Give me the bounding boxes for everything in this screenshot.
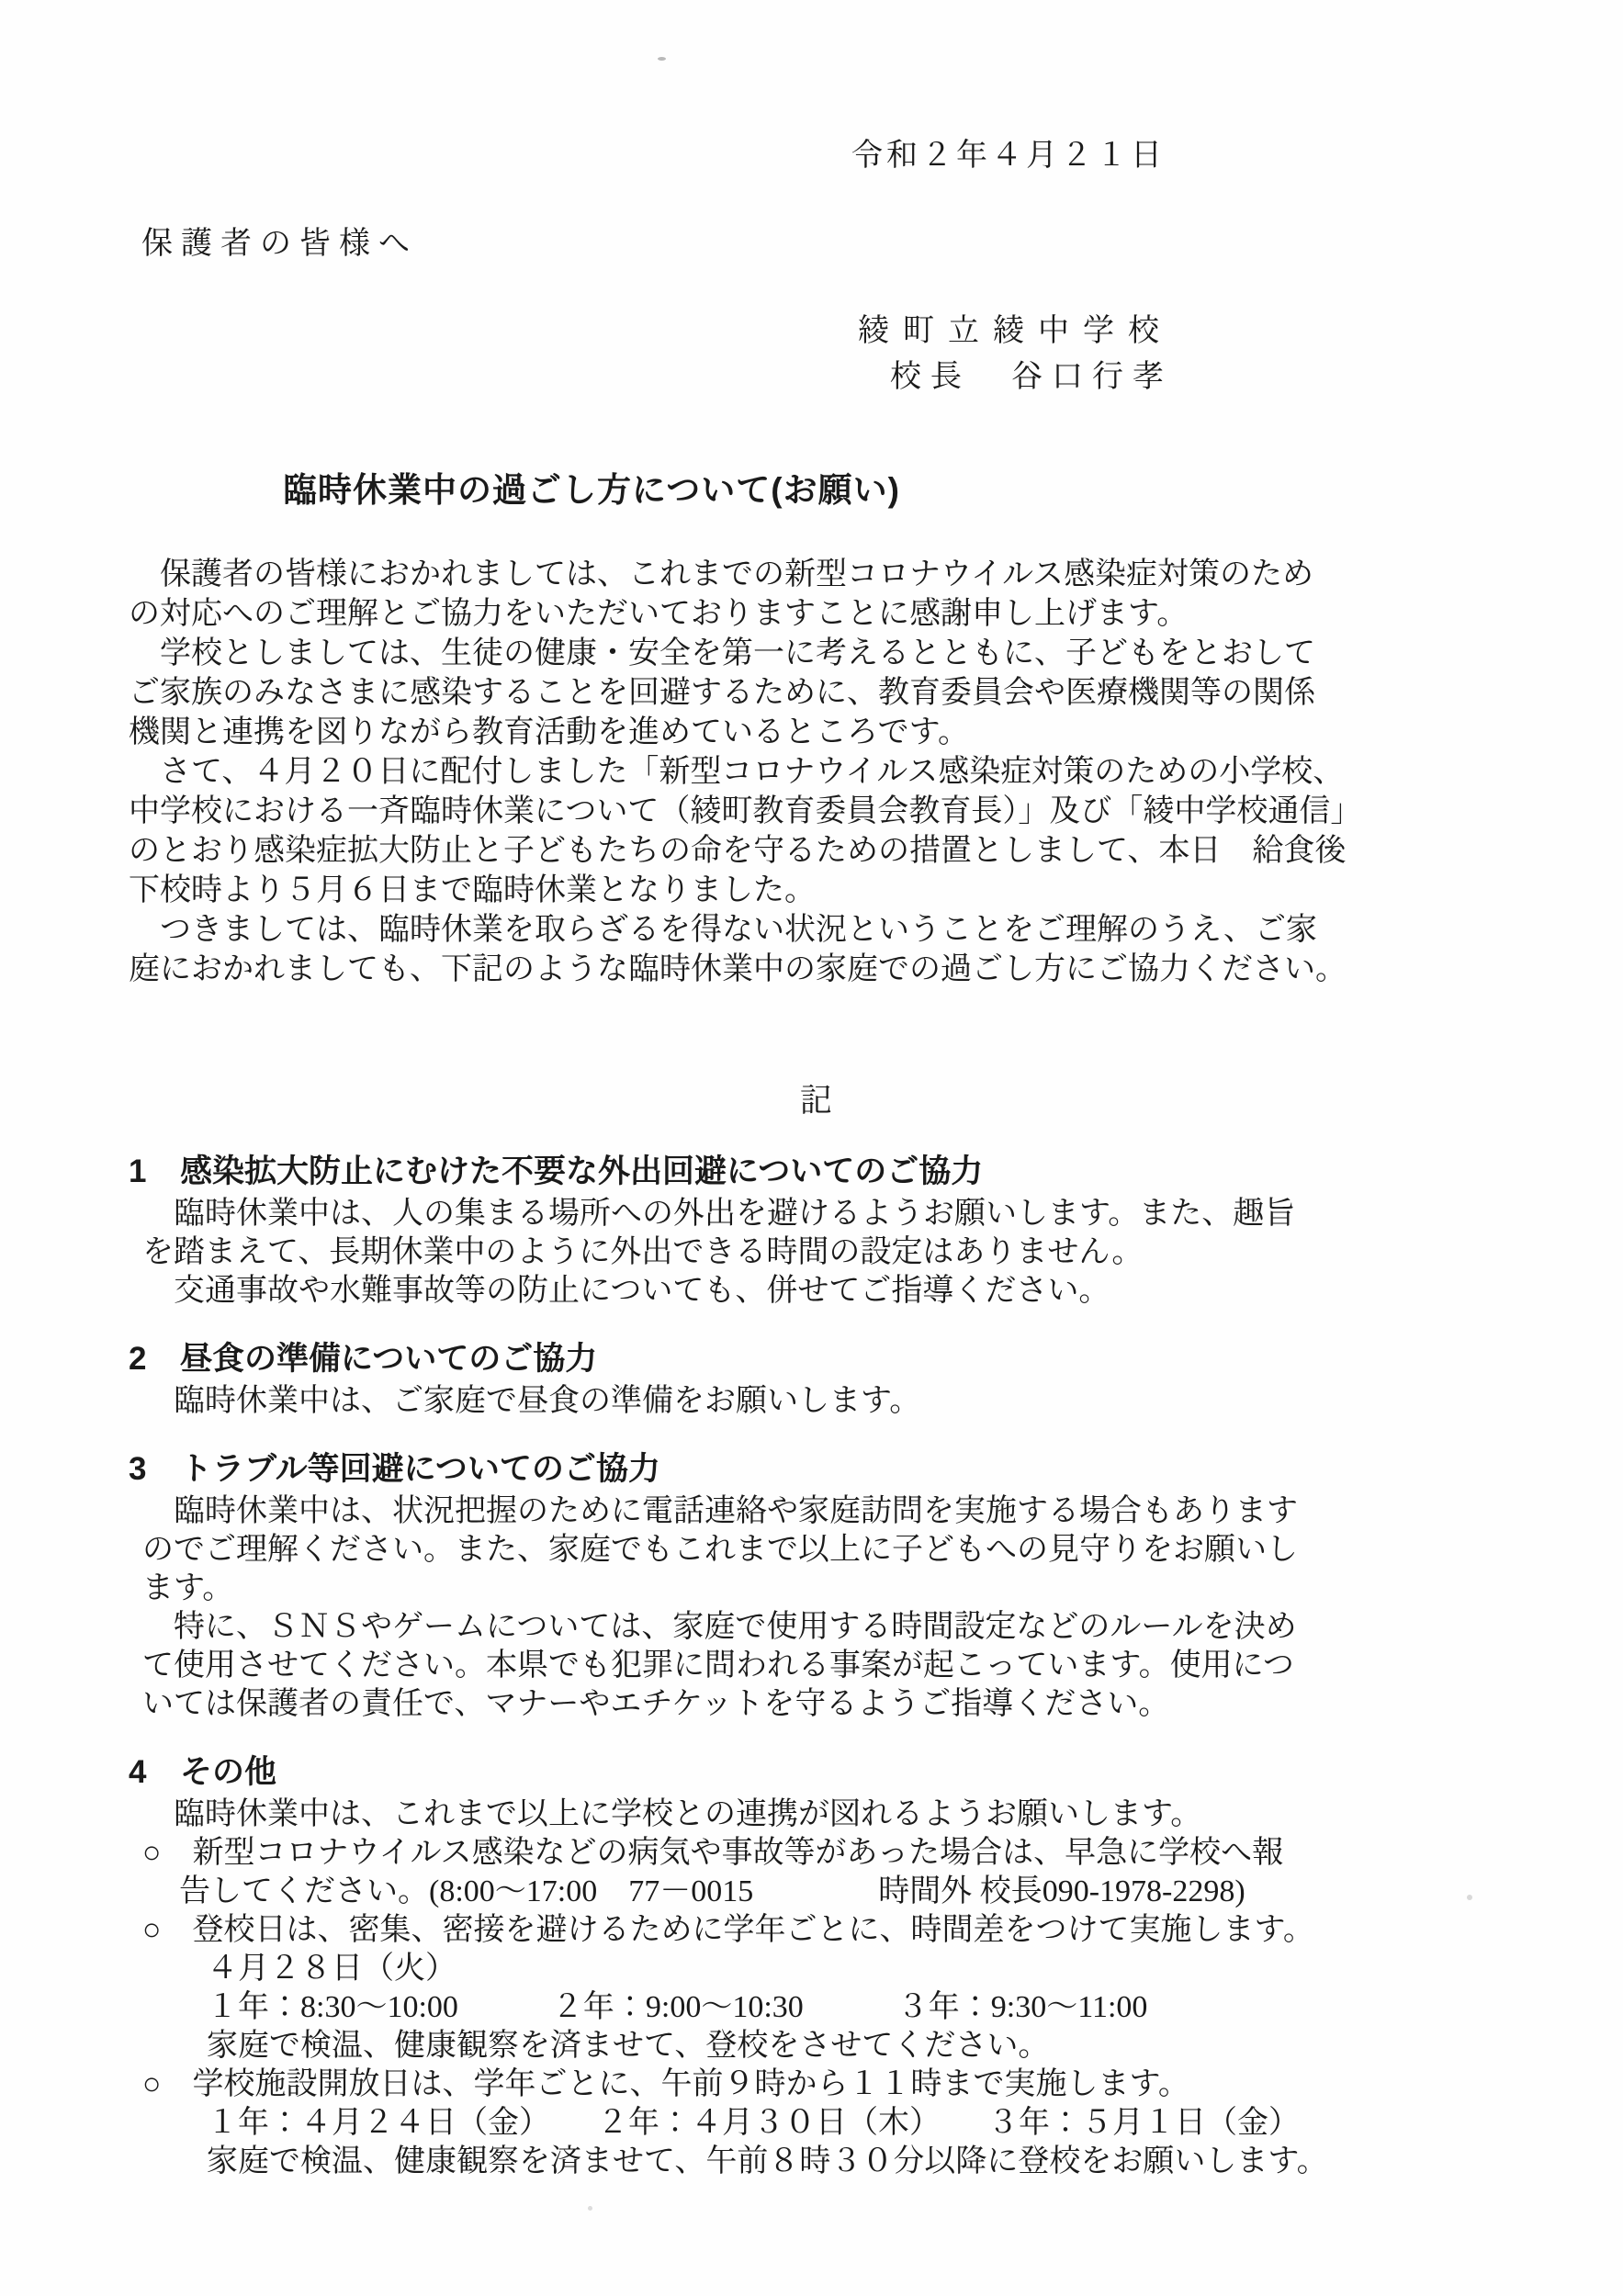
intro-line: のとおり感染症拡大防止と子どもたちの命を守るための措置としまして、本日 給食後 bbox=[129, 834, 1347, 868]
section-other bbox=[129, 1751, 1505, 2181]
section-title: その他 bbox=[180, 1754, 277, 1790]
section-line: ○ 学校施設開放日は、学年ごとに、午前９時から１１時まで実施します。 bbox=[142, 2067, 1189, 2101]
section-line: 特に、ＳＮＳやゲームについては、家庭で使用する時間設定などのルールを決め bbox=[142, 1610, 1297, 1644]
section-line: のでご理解ください。また、家庭でもこれまで以上に子どもへの見守りをお願いし bbox=[142, 1533, 1298, 1567]
intro-line: の対応へのご理解とご協力をいただいておりますことに感謝申し上げます。 bbox=[129, 597, 1189, 631]
sender-principal: 校長 谷口行孝 bbox=[890, 360, 1173, 394]
section-line: １年：４月２４日（金） ２年：４月３０日（木） ３年：５月１日（金） bbox=[207, 2106, 1300, 2140]
section-heading bbox=[129, 1448, 1505, 1491]
section-line: 家庭で検温、健康観察を済ませて、登校をさせてください。 bbox=[207, 2029, 1050, 2063]
section-number: 1 bbox=[129, 1154, 147, 1189]
recipient-line: 保護者の皆様へ bbox=[141, 227, 418, 261]
section-line: 臨時休業中は、人の集まる場所への外出を避けるようお願いします。また、趣旨 bbox=[142, 1197, 1296, 1231]
intro-line: ご家族のみなさまに感染することを回避するために、教育委員会や医療機関等の関係 bbox=[129, 676, 1315, 710]
section-outing-avoidance bbox=[129, 1151, 1505, 1311]
section-heading bbox=[129, 1151, 1505, 1193]
section-heading bbox=[129, 1751, 1505, 1794]
section-line: 臨時休業中は、状況把握のために電話連絡や家庭訪問を実施する場合もあります bbox=[142, 1494, 1298, 1528]
section-line: ○ 登校日は、密集、密接を避けるために学年ごとに、時間差をつけて実施します。 bbox=[142, 1913, 1314, 1947]
section-line: ます。 bbox=[142, 1571, 234, 1605]
section-line: 交通事故や水難事故等の防止についても、併せてご指導ください。 bbox=[142, 1274, 1110, 1308]
scan-artifact bbox=[588, 2206, 592, 2211]
section-number: 4 bbox=[129, 1754, 147, 1790]
section-line: を踏まえて、長期休業中のように外出できる時間の設定はありません。 bbox=[142, 1235, 1144, 1269]
section-title: 昼食の準備についてのご協力 bbox=[180, 1341, 598, 1377]
intro-line: 中学校における一斉臨時休業について（綾町教育委員会教育長）」及び「綾中学校通信」 bbox=[129, 794, 1362, 828]
section-body bbox=[142, 1492, 1505, 1724]
ki-marker: 記 bbox=[799, 1083, 834, 1119]
section-line: て使用させてください。本県でも犯罪に問われる事案が起こっています。使用につ bbox=[142, 1649, 1294, 1683]
section-line: 家庭で検温、健康観察を済ませて、午前８時３０分以降に登校をお願いします。 bbox=[207, 2144, 1328, 2178]
section-body bbox=[142, 1382, 1505, 1421]
section-lunch-preparation bbox=[129, 1338, 1505, 1421]
sender-school: 綾町立綾中学校 bbox=[858, 314, 1173, 348]
document-date: 令和２年４月２１日 bbox=[851, 139, 1166, 173]
intro-line: さて、４月２０日に配付しました「新型コロナウイルス感染症対策のための小学校、 bbox=[129, 755, 1345, 789]
section-number: 2 bbox=[129, 1341, 147, 1377]
section-body bbox=[142, 1195, 1505, 1311]
intro-line: 機関と連携を図りながら教育活動を進めているところです。 bbox=[129, 715, 969, 749]
section-line: いては保護者の責任で、マナーやエチケットを守るようご指導ください。 bbox=[142, 1687, 1170, 1721]
intro-line: 庭におかれましても、下記のような臨時休業中の家庭での過ごし方にご協力ください。 bbox=[129, 952, 1347, 986]
intro-line: つきましては、臨時休業を取らざるを得ない状況ということをご理解のうえ、ご家 bbox=[129, 913, 1318, 947]
sender-block bbox=[129, 309, 1505, 400]
section-trouble-avoidance bbox=[129, 1448, 1505, 1724]
section-body bbox=[142, 1795, 1505, 2181]
intro-paragraphs bbox=[129, 555, 1505, 989]
section-line: 臨時休業中は、これまで以上に学校との連携が図れるようお願いします。 bbox=[142, 1797, 1202, 1831]
section-line: ○ 新型コロナウイルス感染などの病気や事故等があった場合は、早急に学校へ報 bbox=[142, 1836, 1284, 1870]
section-line: ４月２８日（火） bbox=[207, 1952, 456, 1986]
scan-artifact bbox=[658, 57, 666, 61]
section-line: １年：8:30～10:00 ２年：9:00～10:30 ３年：9:30～11:00 bbox=[207, 1990, 1148, 2024]
section-title: トラブル等回避についてのご協力 bbox=[180, 1451, 660, 1487]
intro-line: 保護者の皆様におかれましては、これまでの新型コロナウイルス感染症対策のため bbox=[129, 557, 1313, 591]
intro-line: 学校としましては、生徒の健康・安全を第一に考えるとともに、子どもをとおして bbox=[129, 636, 1315, 670]
section-heading bbox=[129, 1338, 1505, 1380]
section-number: 3 bbox=[129, 1451, 147, 1487]
document-title: 臨時休業中の過ごし方について(お願い) bbox=[283, 471, 900, 509]
scan-artifact bbox=[1467, 1895, 1472, 1900]
section-line: 臨時休業中は、ご家庭で昼食の準備をお願いします。 bbox=[142, 1384, 921, 1418]
section-title: 感染拡大防止にむけた不要な外出回避についてのご協力 bbox=[180, 1154, 984, 1189]
intro-line: 下校時より５月６日まで臨時休業となりました。 bbox=[129, 873, 816, 907]
section-line: 告してください。(8:00～17:00 77－0015 時間外 校長090-1978-2298) bbox=[179, 1874, 1245, 1908]
